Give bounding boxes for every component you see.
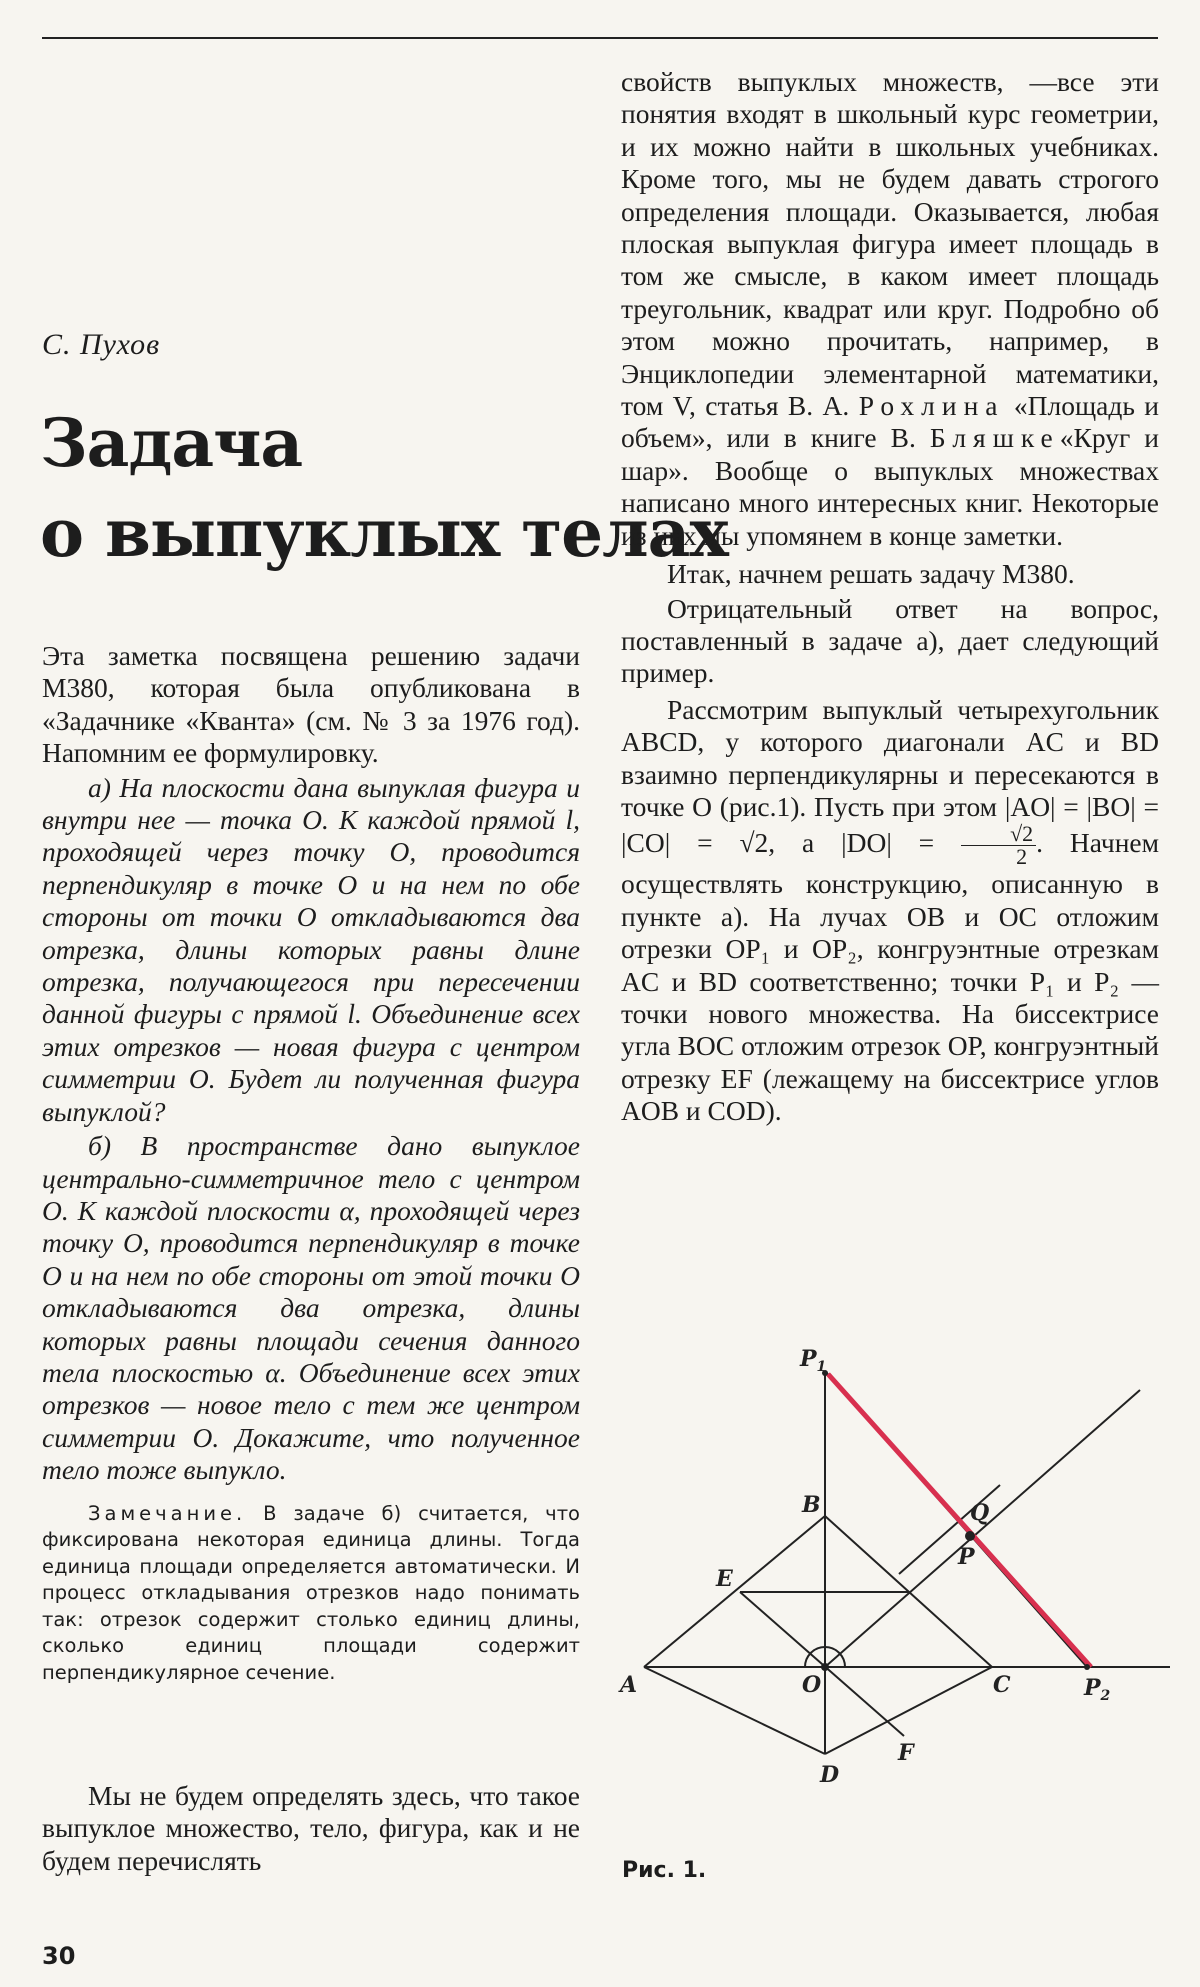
right-column [621,66,1159,1128]
point-p [965,1531,975,1541]
right-paragraph-2: Итак, начнем решать задачу М380. [667,558,1075,590]
label-o: O [802,1672,822,1698]
line-parallel-1 [899,1485,1000,1574]
right-paragraph-3: Отрицательный ответ на вопрос, поставленный в задаче а), дает следующий пример. [621,592,1159,689]
right-paragraph-4: Рассмотрим выпуклый четырехугольник ABCD, у которого диагонали AC и BD взаимно перпендикулярны и пересекаются в точке O (рис.1). Пусть при этом |AO| = |BO| = |CO| = √2, а |DO| = $\frac{√2}{2}$ . Начнем осуществлять конструкцию, описанную в пункте а). На лучах OB и OC отложим отрезки OP₁ и OP₂, конгруэнтные отрезкам AC и BD соответственно; точки P₁ и P₂ — точки нового множества. На биссектрисе угла BOC отложим отрезок OP, конгруэнтный отрезку EF (лежащему на биссектрисе углов AOB и COD). [621,693,1160,1127]
note-paragraph [42,1501,580,1687]
label-p1: $P_1$ [800,1346,827,1375]
intro-paragraph: Эта заметка посвящена решению задачи М380, которая была опубликована в «Задачнике «Кванта» (см. № 3 за 1976 год). Напомним ее формулировку. [42,640,580,769]
page-number: 30 [42,1942,76,1970]
author: С. Пухов [42,328,161,361]
line-p1-p2-red [828,1374,1091,1667]
left-column [42,640,580,1686]
name-rokhlin: Рохлина [858,390,1005,422]
top-rule [42,37,1158,39]
label-q: Q [970,1500,990,1526]
problem-a: а) На плоскости дана выпуклая фигура и внутри нее — точка О. К каждой прямой l, проходящей через точку О, проводится перпендикуляр в точке О и на нем по обе стороны от точки О откладываются два отрезка, длины которых равны длине отрезка, получающегося при пересечении данной фигуры с прямой l. Объединение всех этих отрезков — новая фигура с центром симметрии О. Будет ли полученная фигура выпуклой? [42,771,580,1127]
label-p: P [958,1544,975,1570]
problem-b: б) В пространстве дано выпуклое центрально-симметричное тело с центром О. К каждой плоскости α, проходящей через точку О, проводится перпендикуляр в точке О и на нем по обе стороны от этой точки О откладываются два отрезка, длины которых равны площади сечения данного тела плоскостью α. Объединение всех этих отрезков — новое тело с тем же центром симметрии О. Докажите, что полученное тело тоже выпукло. [42,1130,580,1486]
tail-paragraph: Мы не будем определять здесь, что такое выпуклое множество, тело, фигура, как и не будем перечислять [42,1780,580,1876]
point-o [821,1663,829,1671]
name-blaschke: Бляшке [929,422,1060,454]
right-p1-part-a: свойств выпуклых множеств, —все эти понятия входят в школьный курс геометрии, и их можно найти в школьных учебниках. Кроме того, мы не будем давать строгого определения площади. Оказывается, любая плоская выпуклая фигура имеет площадь в том же смысле, в каком имеет площадь треугольник, квадрат или круг. Подробно об этом можно прочитать, например, в Энциклопедии элементарной математики, том V, статья В. А. [621,66,1159,422]
label-a: A [620,1672,638,1698]
title-line-1: Задача [40,404,303,482]
right-p1-part-c: «Круг и шар». Вообще о выпуклых множествах написано много интересных книг. Некоторые из них мы упомянем в конце заметки. [621,422,1159,551]
fraction-numerator: √2 [961,823,1036,846]
label-f: F [898,1740,914,1766]
point-p2 [1084,1664,1090,1670]
note-text: В задаче б) считается, что фиксирована некоторая единица длины. Тогда единица площади определяется автоматически. И процесс откладывания отрезков надо понимать так: отрезок содержит столько единиц длины, сколько единиц площади содержит перпендикулярное сечение. [42,1501,580,1684]
label-e: E [716,1566,733,1592]
right-p4-part-b: Начнем осуществлять конструкцию, описанную в пункте а). На лучах OB и OC отложим отрезки OP₁ и OP₂, конгруэнтные отрезкам AC и BD соответственно; точки P₁ и P₂ — точки нового множества. На биссектрисе угла BOC отложим отрезок OP, конгруэнтный отрезку EF (лежащему на биссектрисе углов AOB и COD). [621,827,1160,1127]
label-b: B [802,1492,821,1518]
right-p1-part-b: «Площадь и объем», или в книге В. [621,390,1160,454]
label-p2: $P_2$ [1084,1675,1111,1704]
fraction [961,823,1036,868]
line-e-f [740,1592,904,1736]
title-line-2: о выпуклых телах [40,494,728,572]
bisector-oq [825,1390,1140,1667]
figure-1 [600,1330,1180,1890]
right-p4-part-a: Рассмотрим выпуклый четырехугольник ABCD, у которого диагонали AC и BD взаимно перпендикулярны и пересекаются в точке O (рис.1). Пусть при этом |AO| = |BO| = |CO| = √2, а |DO| = [621,693,1159,859]
fraction-denominator: 2 [1016,844,1028,870]
left-column-tail [42,1780,580,1877]
figure-caption: Рис. 1. [622,1858,707,1883]
label-d: D [820,1762,840,1788]
side-da [644,1667,825,1754]
article-title [40,398,728,578]
label-c: C [993,1672,1011,1698]
right-paragraph-1 [621,66,1159,552]
note-label: Замечание. [88,1501,247,1525]
